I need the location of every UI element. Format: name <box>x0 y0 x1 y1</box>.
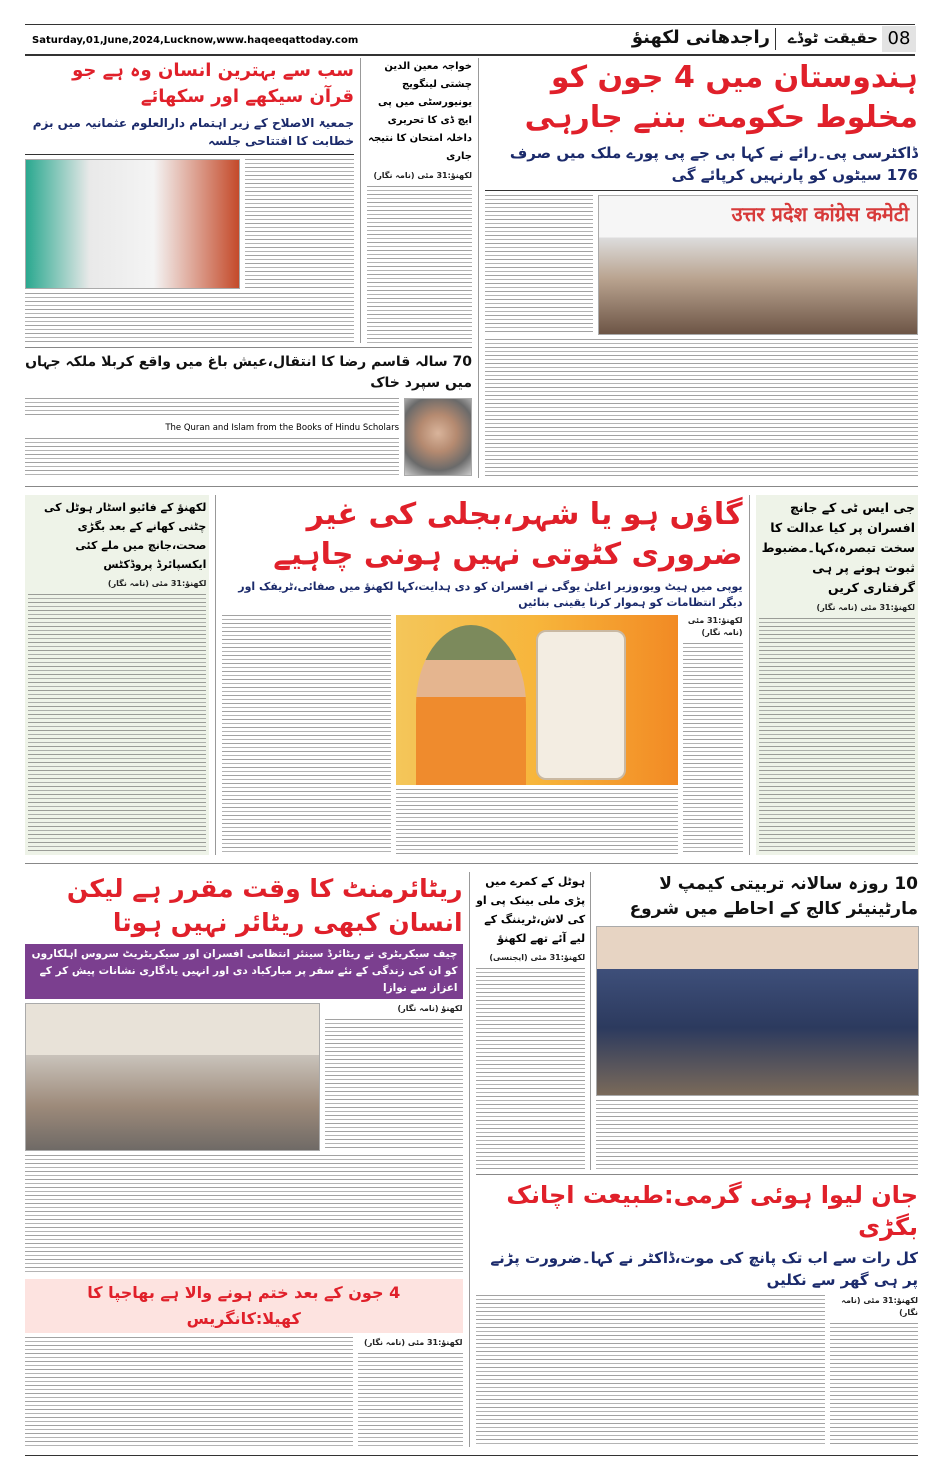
electricity-dateline: لکھنؤ:31 مئی (نامہ نگار) <box>687 616 743 637</box>
jalsa-photo <box>25 159 240 289</box>
quran-photo-row <box>25 159 354 289</box>
electricity-body-text <box>683 643 743 855</box>
hotel-food-dateline: لکھنؤ:31 مئی (نامہ نگار) <box>107 579 207 588</box>
obituary-body-text <box>25 398 399 418</box>
right-bottom-region <box>476 872 918 1447</box>
electricity-photo-col <box>396 615 678 855</box>
section-rule <box>25 863 918 864</box>
heat-headline: جان لیوا ہوئی گرمی:طبیعت اچانک بگڑی <box>506 1181 918 1241</box>
footer-rule <box>25 1455 918 1456</box>
gst-dateline: لکھنؤ:31 مئی (نامہ نگار) <box>816 603 915 612</box>
person-figure <box>416 625 526 785</box>
divider <box>360 58 361 343</box>
congress-body-row <box>25 1337 463 1447</box>
retirement-headline: ریٹائرمنٹ کا وقت مقرر ہے لیکن انسان کبھی ریٹائر نہیں ہوتا <box>66 874 463 937</box>
hotel-room-body-text <box>476 968 586 1170</box>
congress-dateline: لکھنؤ:31 مئی (نامہ نگار) <box>364 1338 463 1347</box>
retirement-dateline: لکھنؤ (نامہ نگار) <box>397 1004 463 1013</box>
electricity-story <box>222 495 742 855</box>
hotel-camp-row <box>476 872 918 1170</box>
congress-press-conference-photo <box>598 195 918 335</box>
divider <box>749 495 750 855</box>
camp-body-text <box>596 1100 918 1170</box>
hotel-food-box <box>25 495 209 855</box>
hotel-food-body-text <box>28 594 206 852</box>
quran-story <box>25 58 354 343</box>
quran-headline: سب سے بہترین انسان وہ ہے جو قرآن سیکھے اور سکھائے <box>72 60 354 107</box>
coalition-subhead: ڈاکٹرسی پی۔رائے نے کہا بی جے پی پورے ملک میں صرف 176 سیٹوں کو پارنہیں کرپائے گی <box>509 144 918 184</box>
hotel-food-headline: لکھنؤ کے فائیو اسٹار ہوٹل کی چٹنی کھانے کے بعد بگڑی صحت،جانچ میں ملے کئی ایکسپائرڈ پروڈکٹس <box>44 501 207 571</box>
divider <box>775 28 776 50</box>
electricity-headline: گاؤں ہو یا شہر،بجلی کی غیر ضروری کٹوتی نہیں ہونی چاہیے <box>273 497 743 572</box>
congress-body-text <box>25 1337 353 1447</box>
section-title: راجدھانی لکھنؤ <box>631 27 770 48</box>
thermometer-icon <box>536 630 626 780</box>
heat-subhead: کل رات سے اب تک پانچ کی موت،ڈاکٹر نے کہا۔ضرورت پڑنے پر ہی گھر سے نکلیں <box>490 1249 918 1289</box>
gst-body-text <box>759 618 915 852</box>
rule <box>25 347 472 348</box>
retirement-text-col <box>325 1003 463 1151</box>
page-body <box>25 58 918 1456</box>
gst-headline: جی ایس ٹی کے جانچ افسران پر کیا عدالت کا سخت تبصرہ،کہا۔مضبوط ثبوت ہونے پر ہی گرفتاری کریں <box>761 500 915 595</box>
yogi-heatwave-photo <box>396 615 678 785</box>
hotel-room-dateline: لکھنؤ:31 مئی (ایجنسی) <box>489 953 586 962</box>
divider <box>478 58 479 478</box>
obituary-text-col <box>25 398 399 478</box>
photo-banner-text: उत्तर प्रदेश कांग्रेस कमेटी <box>731 202 909 226</box>
newspaper-logo: حقیقت ٹوڈے <box>787 29 878 47</box>
divider <box>215 495 216 855</box>
coalition-body-text <box>485 195 593 335</box>
bottom-section <box>25 872 918 1447</box>
retirement-photo-row <box>25 1003 463 1151</box>
camp-headline: 10 روزہ سالانہ تربیتی کیمپ لا مارٹینیئر کالج کے احاطے میں شروع <box>629 874 918 919</box>
top-section <box>25 58 918 478</box>
divider <box>590 872 591 1170</box>
divider <box>469 872 470 1447</box>
phd-body-text <box>367 186 472 343</box>
electricity-body-text-3 <box>396 789 678 855</box>
obituary-row <box>25 398 472 478</box>
heat-body-columns <box>476 1295 825 1447</box>
header-bottom-rule <box>25 54 915 56</box>
gst-box <box>756 495 918 855</box>
obituary-headline: 70 سالہ قاسم رضا کا انتقال،عیش باغ میں واقع کربلا ملکہ جہاں میں سپرد خاک <box>25 354 472 391</box>
congress-right-col <box>358 1337 463 1447</box>
heat-body-row <box>476 1295 918 1447</box>
retirement-subhead: چیف سیکریٹری نے ریٹائرڈ سینئر انتظامی افسران اور سیکریٹریٹ سروس اہلکاروں کو ان کی زندگی کے نئے سفر پر مبارکباد دی اور انہیں یادگاری نشانات پیش کر کے اعزاز سے نوازا <box>25 944 463 999</box>
page-number: 08 <box>882 26 916 52</box>
electricity-right-col <box>683 615 743 855</box>
coalition-story <box>485 58 918 478</box>
quran-body-text <box>245 159 354 289</box>
left-top-row <box>25 58 472 343</box>
phd-story <box>367 58 472 343</box>
header-top-rule <box>25 24 915 25</box>
qasim-raza-photo <box>404 398 472 476</box>
dateline: Saturday,01,June,2024,Lucknow,www.haqeeqattoday.com <box>32 35 359 46</box>
left-top-region <box>25 58 472 478</box>
electricity-subhead: یوپی میں ہیٹ ویو،وزیر اعلیٰ یوگی نے افسران کو دی ہدایت،کہا لکھنؤ میں صفائی،ٹریفک اور دیگر انتظامات کو ہموار کرنا یقینی بنائیں <box>238 580 743 609</box>
coalition-body-columns <box>485 339 918 478</box>
heat-right-col <box>830 1295 918 1447</box>
coalition-photo-row <box>485 195 918 335</box>
camp-story <box>596 872 918 1170</box>
electricity-body-row <box>222 615 742 855</box>
hotel-room-headline: ہوٹل کے کمرے میں پڑی ملی بینک پی او کی لاش،ٹریننگ کے لیے آئے تھے لکھنؤ <box>476 875 586 945</box>
quran-body-text-2 <box>25 293 354 343</box>
section-rule <box>25 486 918 487</box>
phd-dateline: لکھنؤ:31 مئی (نامہ نگار) <box>373 171 472 180</box>
training-camp-photo <box>596 926 919 1096</box>
phd-headline: خواجہ معین الدین چشتی لینگویج یونیورسٹی میں پی ایچ ڈی کا تحریری داخلہ امتحان کا نتیجہ جاری <box>368 61 472 162</box>
heat-story <box>476 1179 918 1447</box>
middle-section <box>25 495 918 855</box>
retirement-body-columns <box>25 1155 463 1275</box>
obituary-story <box>25 352 472 478</box>
heat-body-text <box>830 1323 918 1447</box>
coalition-headline: ہندوستان میں 4 جون کو مخلوط حکومت بننے جارہی <box>524 60 918 135</box>
left-bottom-region <box>25 872 463 1447</box>
section-rule <box>476 1174 918 1175</box>
rule <box>25 154 354 155</box>
retirement-group-photo <box>25 1003 320 1151</box>
hotel-room-story <box>476 872 586 1170</box>
congress-body-text-2 <box>358 1353 463 1447</box>
book-title: The Quran and Islam from the Books of Hindu Scholars <box>165 423 399 433</box>
rule <box>485 190 918 191</box>
congress-headline: 4 جون کے بعد ختم ہونے والا ہے بھاجپا کا کھیلا:کانگریس <box>25 1279 463 1333</box>
retirement-body-text <box>325 1019 463 1151</box>
obituary-body-text-2 <box>25 438 399 478</box>
electricity-body-text-2 <box>222 615 390 855</box>
quran-subhead: جمعیۃ الاصلاح کے زیر اہتمام دارالعلوم عثمانیہ میں بزم خطابت کا افتتاحی جلسہ <box>32 116 354 148</box>
heat-dateline: لکھنؤ:31 مئی (نامہ نگار) <box>841 1296 918 1317</box>
